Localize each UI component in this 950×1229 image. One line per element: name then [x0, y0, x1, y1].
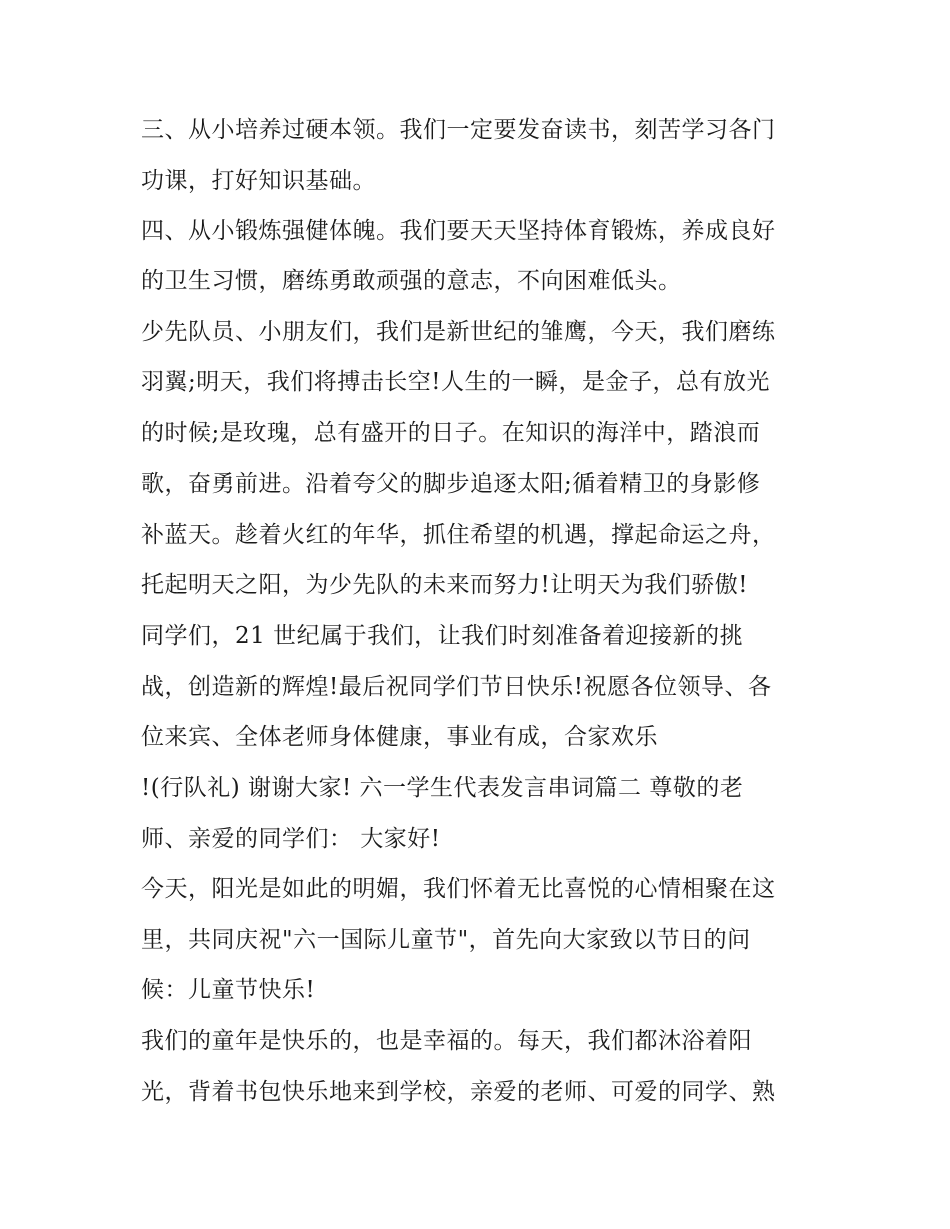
- text-line: 今天，阳光是如此的明媚，我们怀着无比喜悦的心情相聚在这: [141, 876, 776, 902]
- text-line: 位来宾、全体老师身体健康，事业有成，合家欢乐: [141, 724, 658, 750]
- text-line: 少先队员、小朋友们，我们是新世纪的雏鹰，今天，我们磨练: [141, 319, 776, 345]
- text-line: 托起明天之阳，为少先队的未来而努力!让明天为我们骄傲!: [141, 572, 748, 598]
- text-line: 羽翼;明天，我们将搏击长空!人生的一瞬，是金子，总有放光: [141, 369, 770, 395]
- text-line: 功课，打好知识基础。: [141, 168, 376, 194]
- text-line: 同学们，21 世纪属于我们，让我们时刻准备着迎接新的挑: [141, 623, 744, 649]
- text-line: 补蓝天。趁着火红的年华，抓住希望的机遇，撑起命运之舟，: [141, 522, 776, 548]
- text-line: 战，创造新的辉煌!最后祝同学们节日快乐!祝愿各位领导、各: [141, 674, 772, 700]
- text-line: 歌，奋勇前进。沿着夸父的脚步追逐太阳;循着精卫的身影修: [141, 471, 761, 497]
- text-line: 里，共同庆祝"六一国际儿童节"，首先向大家致以节日的问: [141, 927, 751, 953]
- text-line: 三、从小培养过硬本领。我们一定要发奋读书，刻苦学习各门: [141, 117, 776, 143]
- text-line: 四、从小锻炼强健体魄。我们要天天坚持体育锻炼，养成良好: [141, 218, 776, 244]
- text-line: !(行队礼) 谢谢大家! 六一学生代表发言串词篇二 尊敬的老: [141, 775, 744, 801]
- text-line: 的卫生习惯，磨练勇敢顽强的意志，不向困难低头。: [141, 268, 682, 294]
- text-line: 我们的童年是快乐的，也是幸福的。每天，我们都沐浴着阳: [141, 1028, 752, 1054]
- text-line: 的时候;是玫瑰，总有盛开的日子。在知识的海洋中，踏浪而: [141, 420, 761, 446]
- text-line: 候：儿童节快乐!: [141, 977, 316, 1003]
- text-line: 光，背着书包快乐地来到学校，亲爱的老师、可爱的同学、熟: [141, 1079, 776, 1105]
- text-line: 师、亲爱的同学们： 大家好!: [141, 826, 441, 852]
